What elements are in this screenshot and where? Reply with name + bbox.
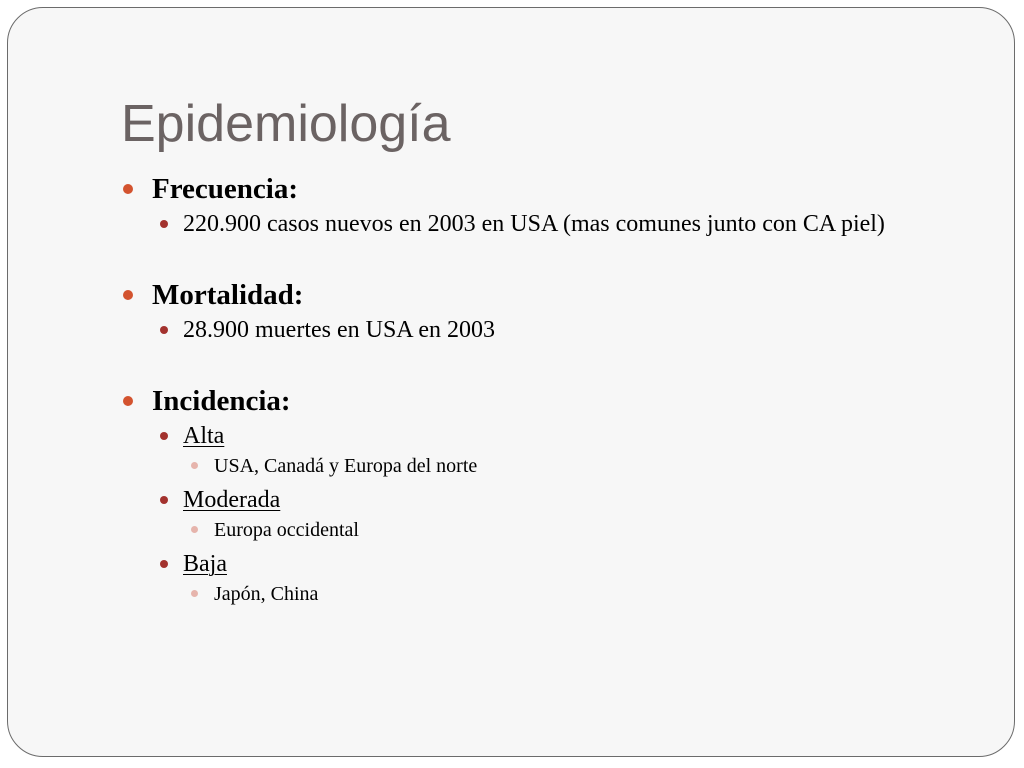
list-item-text: 220.900 casos nuevos en 2003 en USA (mas comunes junto con CA piel) [183, 211, 885, 237]
bullet-level2-icon [160, 432, 168, 440]
bullet-level3-icon [191, 590, 198, 597]
list-item [121, 209, 961, 239]
bullet-level2-icon [160, 496, 168, 504]
section-heading-frecuencia [121, 171, 961, 207]
list-item [121, 315, 961, 345]
list-item-alta [121, 421, 961, 451]
sub-list-item [121, 451, 961, 481]
sub-list-item-text: USA, Canadá y Europa del norte [214, 455, 478, 477]
list-item-text: 28.900 muertes en USA en 2003 [183, 317, 495, 343]
list-item-baja [121, 549, 961, 579]
list-item-text: Baja [183, 551, 227, 577]
bullet-level1-icon [123, 290, 133, 300]
bullet-level1-icon [123, 184, 133, 194]
sub-list-item-text: Europa occidental [214, 519, 359, 541]
bullet-level2-icon [160, 326, 168, 334]
list-item-moderada [121, 485, 961, 515]
slide-title: Epidemiología [121, 95, 451, 153]
slide [7, 7, 1015, 757]
sub-list-item [121, 515, 961, 545]
bullet-level2-icon [160, 220, 168, 228]
bullet-level2-icon [160, 560, 168, 568]
section-heading-label: Mortalidad: [152, 279, 304, 311]
bullet-level1-icon [123, 396, 133, 406]
section-heading-incidencia [121, 383, 961, 419]
section-heading-label: Frecuencia: [152, 173, 299, 205]
bullet-level3-icon [191, 462, 198, 469]
sub-list-item-text: Japón, China [214, 583, 319, 605]
slide-content [121, 171, 961, 609]
sub-list-item [121, 579, 961, 609]
section-heading-mortalidad [121, 277, 961, 313]
list-item-text: Alta [183, 423, 225, 449]
section-heading-label: Incidencia: [152, 385, 291, 417]
bullet-level3-icon [191, 526, 198, 533]
list-item-text: Moderada [183, 487, 281, 513]
